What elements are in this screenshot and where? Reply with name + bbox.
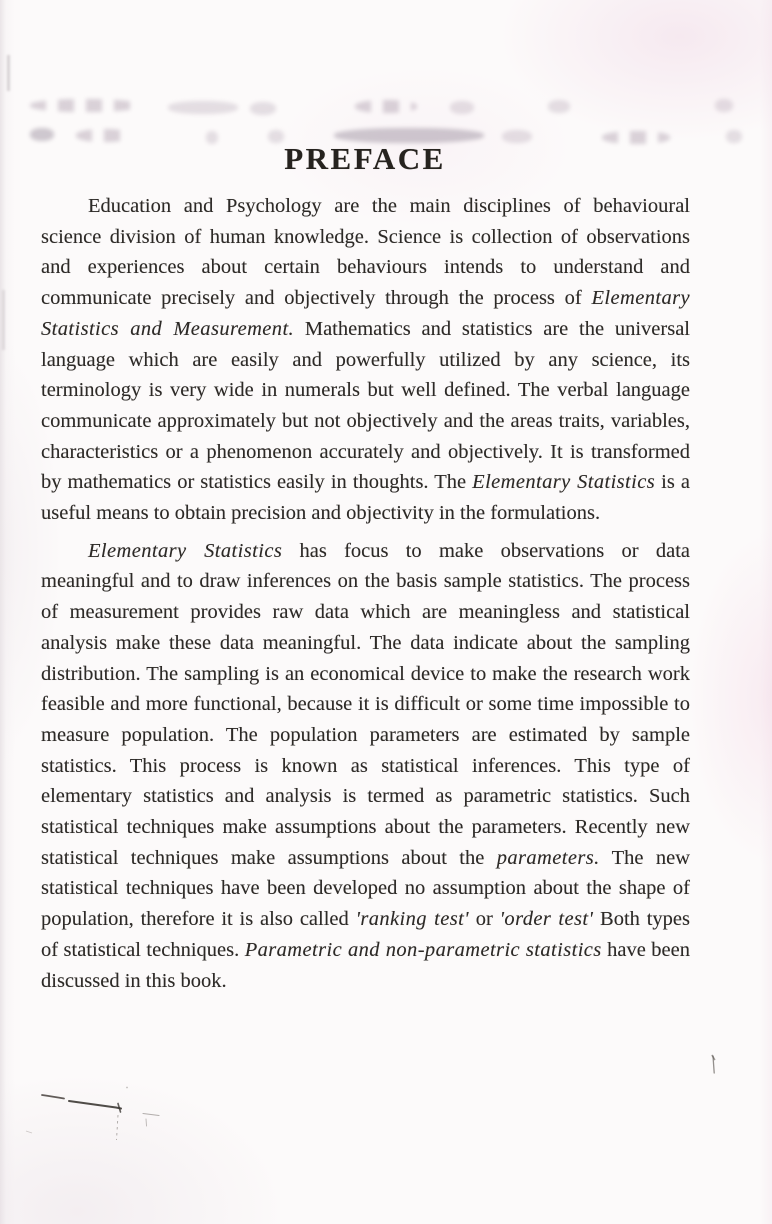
body-text: has focus to make observations or data meaningful and to draw inferences on the basis sample statistics. The process of measurement provides raw data which are meaningless and statistical analysis make these data meaningful. The data indicate about the sampling distribution. The sampling is an economical device to make the research work feasible and more functional, because it is difficult or some time impossible to measure population. The population parameters are estimated by sample statistics. This process is known as statistical inferences. This type of elementary statistics and analysis is termed as parametric statistics. Such statistical techniques make assumptions about the parameters. Recently new statistical techniques make assumptions about the (41, 539, 690, 869)
italic-text: Parametric and non-parametric statistics (244, 938, 602, 961)
body-text: have been discussed in this book. (41, 938, 691, 992)
bleedthrough-smudge (355, 100, 417, 113)
body-text: Education and Psychology are the main disciplines of behavioural science division of human knowledge. Science is collection of observations and experiences about certain behaviours intends to understand and communicate precisely and objectively through the process of (41, 195, 690, 310)
pen-mark (22, 1082, 192, 1152)
scan-streak (2, 290, 5, 350)
body-text: Both types of statistical techniques. (41, 908, 690, 961)
italic-text: parameters. (496, 846, 600, 869)
paragraph (41, 536, 690, 997)
body-text: The new statistical techniques have been developed no assumption about the shape of population, therefore it is also called (41, 846, 690, 931)
body-text: is a useful means to obtain precision and objectivity in the formulations. (41, 471, 690, 525)
body-text: or (468, 908, 500, 931)
bleedthrough-smudge (450, 101, 474, 114)
body-text: Mathematics and statistics are the universal language which are easily and powerfully utilized by any science, its terminology is very wide in numerals but well defined. The verbal language communicate approximately but not objectively and the areas traits, variables, characteristics or a phenomenon accurately and objectively. It is transformed by mathematics or statistics easily in thoughts. The (41, 317, 690, 494)
page-title: PREFACE (284, 141, 446, 176)
bleedthrough-smudge (250, 102, 276, 115)
preface-text (41, 191, 690, 996)
bleedthrough-smudge (715, 99, 733, 112)
bleedthrough-smudge (726, 130, 742, 143)
margin-tick-mark (706, 1053, 722, 1079)
italic-text: Elementary Statistics (88, 539, 283, 562)
bleedthrough-smudge (30, 128, 54, 141)
bleedthrough-smudge (30, 99, 140, 112)
italic-text: Elementary Statistics and Measurement. (41, 287, 690, 340)
italic-text: 'order test' (499, 908, 594, 931)
paragraph (41, 191, 690, 529)
italic-text: Elementary Statistics (472, 471, 656, 494)
italic-text: 'ranking test' (355, 908, 469, 931)
scan-streak (7, 55, 10, 91)
bleedthrough-smudge (548, 100, 570, 113)
bleedthrough-smudge (168, 101, 238, 114)
